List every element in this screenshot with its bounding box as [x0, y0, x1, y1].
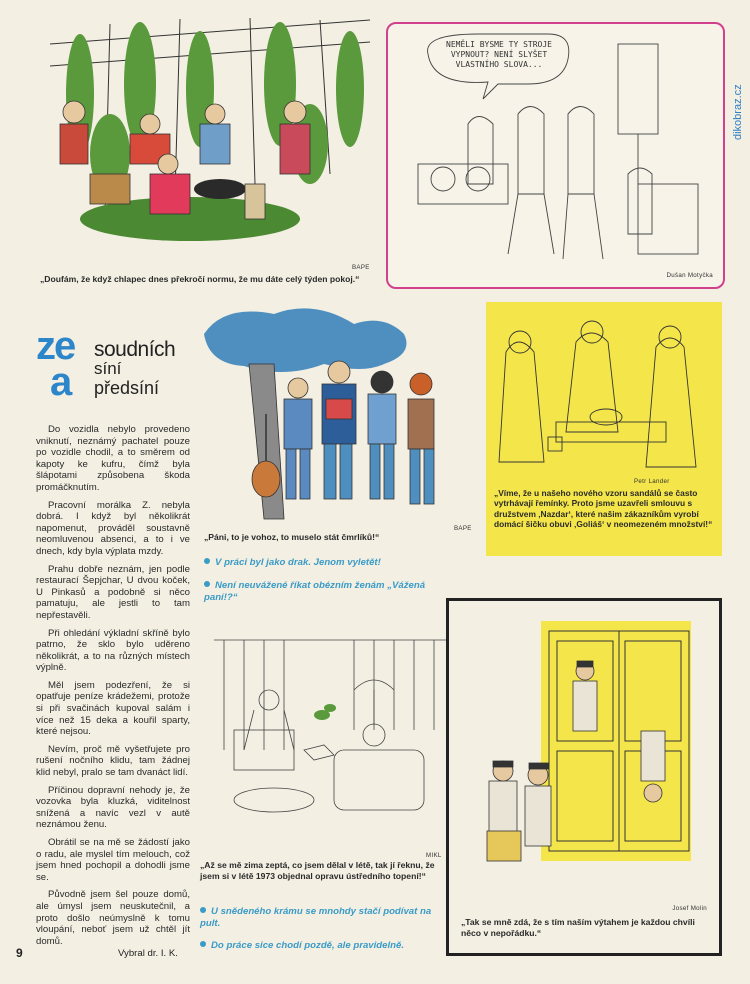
tip-text: V práci byl jako drak. Jenom vyletět!: [215, 557, 381, 568]
bullet-icon: [200, 907, 206, 913]
cartoon-sandals: [486, 302, 722, 556]
column-paragraph: Obrátil se na mě se žádostí jako o radu, ale myslel tím melouch, což jsem hned pochopil a dohodli jsme se.: [36, 837, 190, 883]
column-paragraph: Měl jsem podezření, že si opatřuje peníze krádežemi, protože si při svačinách kupoval salám i více než 15 deka a kouřil sparty, které nejsou.: [36, 679, 190, 738]
logo-line2: síní: [94, 359, 122, 378]
lift-signature: Josef Molin: [672, 905, 707, 912]
column-paragraph: Nevím, proč mě vyšetřujete pro rušení nočního klidu, tam žádnej klid nebyl, pralo se tam dvanáct lidí.: [36, 743, 190, 779]
watermark: dikobraz.cz: [732, 84, 744, 140]
sandals-illustration: [486, 302, 722, 482]
bullet-icon: [204, 558, 210, 564]
bullet-icon: [200, 941, 206, 947]
sandals-caption: „Víme, že u našeho nového vzoru sandálů se často vytrhávají řemínky. Proto jsme uzavřeli smlouvu s družstvem ‚Nazdar‘, které našim zákazníkům vyrobí domácí šičku obuvi ‚Goliáš‘ v neomezeném množství!“: [494, 488, 713, 530]
tree-illustration: [204, 304, 470, 524]
hops-caption: „Doufám, že když chlapec dnes překročí normu, že mu dáte celý týden pokoj.“: [40, 274, 360, 284]
column-paragraph: Původně jsem šel pouze domů, ale úmysl jsem neuskutečnil, a proto došlo neúmyslně k tomu vloupání, neboť jsem už chtěl jít domů.: [36, 889, 190, 947]
logo-line3: předsíní: [94, 378, 160, 398]
logo-big-ze: ze: [36, 324, 75, 368]
heating-signature: MIKL: [426, 852, 442, 859]
tip-text: Do práce sice chodí pozdě, ale pravidelně.: [211, 940, 405, 951]
column-paragraph: Při ohledání výkladní skříně bylo patrno, že sklo bylo uděreno několikrát, a to na různých místech výplně.: [36, 627, 190, 674]
cartoon-factory: [386, 22, 725, 289]
tip-3: [200, 906, 440, 930]
column-paragraph: Prahu dobře neznám, jen podle restaurací Šepjchar, U dvou koček, U Pinkasů a podobně si něco pamatuju, ale jestli to tam nepřestavěli.: [36, 563, 190, 621]
logo-big-a: a: [50, 360, 73, 404]
factory-signature: Dušan Motyčka: [666, 272, 713, 279]
cartoon-heating: [204, 630, 454, 840]
lift-illustration: [449, 601, 719, 901]
hops-illustration: [50, 14, 370, 266]
column-logo: [36, 324, 206, 406]
cartoon-tree: [204, 304, 470, 524]
tip-1: [204, 557, 464, 569]
column-text: [36, 424, 190, 953]
lift-caption: „Tak se mně zdá, že s tím naším výtahem je každou chvíli něco v nepořádku.“: [461, 917, 695, 938]
tip-4: [200, 940, 440, 952]
page-number: 9: [16, 946, 23, 960]
tree-signature: BAPE: [454, 525, 472, 532]
cartoon-hops: [50, 14, 370, 266]
bullet-icon: [204, 581, 210, 587]
heating-illustration: [204, 630, 454, 840]
hops-signature: BAPE: [352, 264, 370, 271]
tip-2: [204, 580, 454, 604]
tip-text: U snědeného krámu se mnohdy stačí podívat na pult.: [200, 906, 432, 929]
column-paragraph: Do vozidla nebylo provedeno vniknutí, neznámý pachatel pouze po vozidle chodil, a to směrem od kapoty ke kufru, čímž byla šlápotami způsobena škoda promáčknutím.: [36, 424, 190, 493]
tree-caption: „Páni, to je vohoz, to muselo stát čmrlíků!“: [204, 532, 380, 542]
sandals-signature: Petr Lander: [634, 478, 670, 485]
logo-line1: soudních: [94, 338, 176, 361]
heating-caption: „Až se mě zima zeptá, co jsem dělal v létě, tak jí řeknu, že jsem si v létě 1973 objednal opravu ústředního topení!“: [200, 860, 435, 881]
column-credit: Vybral dr. I. K.: [118, 948, 178, 959]
factory-speech: NEMĚLI BYSME TY STROJE VYPNOUT? NENÍ SLYŠET VLASTNÍHO SLOVA...: [446, 40, 552, 69]
column-paragraph: Příčinou dopravní nehody je, že vozovka byla kluzká, viditelnost snížená a navíc vezl v autě neznámou ženu.: [36, 784, 190, 831]
column-paragraph: Pracovní morálka Z. nebyla dobrá. I když byl několikrát napomenut, prováděl soustavně neomluvenou absenci, a to i ve dnech, kdy byla výplata mzdy.: [36, 499, 190, 557]
cartoon-lift: [446, 598, 722, 956]
tip-text: Není neuvážené říkat obézním ženám „Vážená paní!?“: [204, 580, 426, 603]
